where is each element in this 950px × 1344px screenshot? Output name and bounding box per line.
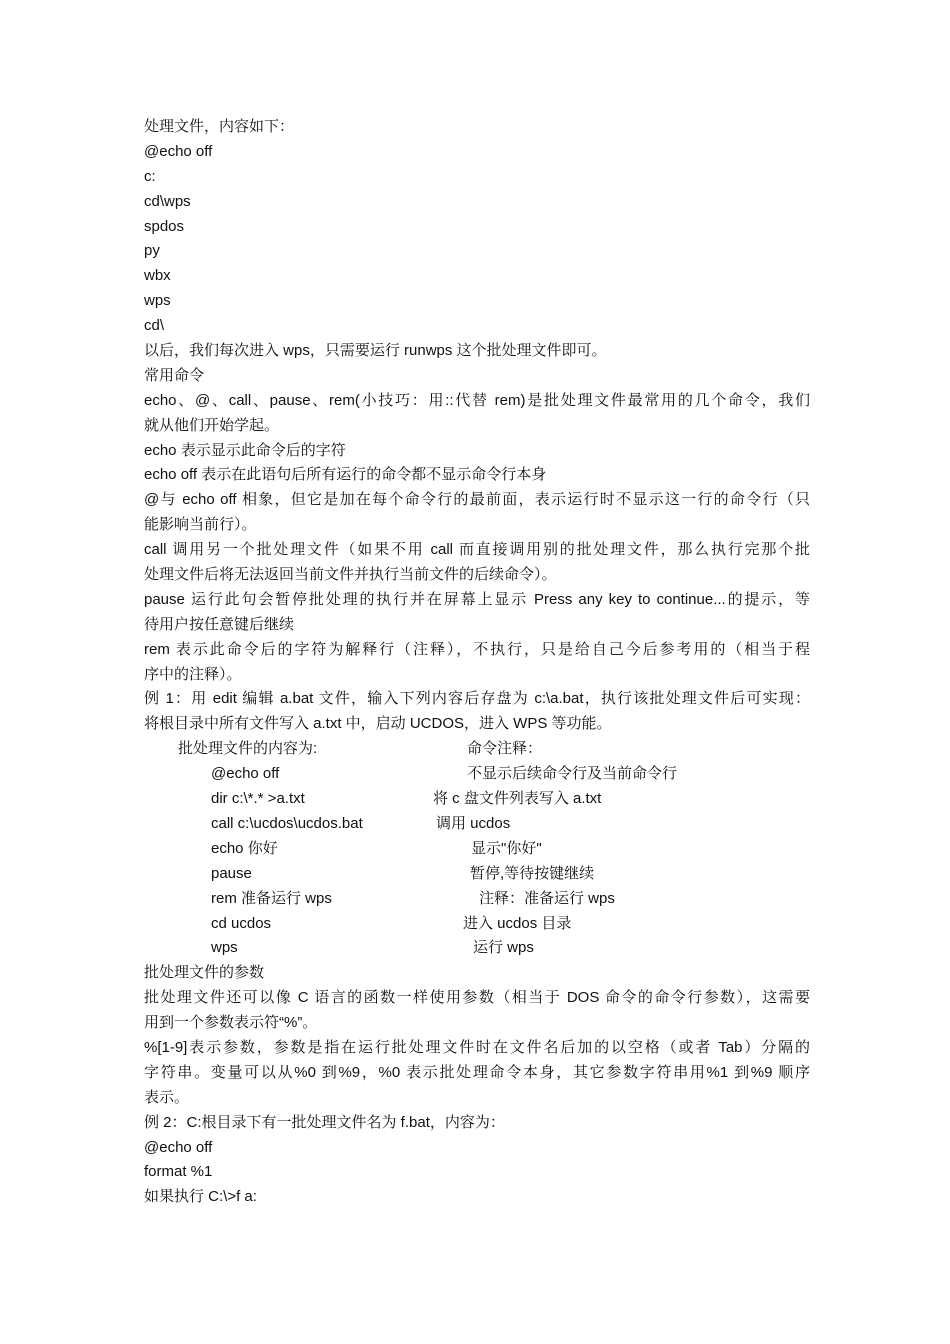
example-row [144,887,810,912]
text-line: 批处理文件还可以像 C 语言的函数一样使用参数（相当于 DOS 命令的命令行参数），这需要 [144,989,810,1007]
text-line: call 调用另一个批处理文件（如果不用 call 而直接调用别的批处理文件，那么执行完那个批 [144,541,810,559]
code-line: py [144,242,160,260]
text-line: 待用户按任意键后继续 [144,615,295,633]
text-line: 表示。 [144,1088,190,1106]
example-row [144,837,810,862]
command-text: wps [211,939,238,957]
code-line: cd\wps [144,192,191,210]
text-line: pause 运行此句会暂停批处理的执行并在屏幕上显示 Press any key to continue...的提示，等 [144,590,810,608]
text-line: 就从他们开始学起。 [144,416,280,434]
command-text: dir c:\*.* >a.txt [211,790,305,808]
section-heading: 常用命令 [144,366,205,384]
text-line: 将根目录中所有文件写入 a.txt 中，启动 UCDOS，进入 WPS 等功能。 [144,715,612,733]
text-line: 序中的注释）。 [144,665,242,683]
text-line: echo、@、call、pause、rem(小技巧：用::代替 rem)是批处理文件最常用的几个命令，我们 [144,391,810,409]
code-line: c: [144,167,156,185]
code-line: format %1 [144,1163,213,1181]
text-line: 处理文件后将无法返回当前文件并执行当前文件的后续命令）。 [144,566,557,584]
text-line: 例 2：C:根目录下有一批处理文件名为 f.bat，内容为： [144,1113,505,1131]
text-line: 字符串。变量可以从%0 到%9，%0 表示批处理命令本身，其它参数字符串用%1 到%9 顺序 [144,1063,810,1081]
command-note: 暂停,等待按键继续 [470,864,595,882]
example-row [144,787,810,812]
text-line: 以后，我们每次进入 wps，只需要运行 runwps 这个批处理文件即可。 [144,342,607,360]
command-note: 注释：准备运行 wps [479,889,615,907]
section-heading: 批处理文件的参数 [144,964,265,982]
command-text: rem 准备运行 wps [211,889,332,907]
code-line: wps [144,292,171,310]
command-note: 调用 ucdos [436,814,511,832]
text-line: 用到一个参数表示符“%”。 [144,1014,318,1032]
command-note: 不显示后续命令行及当前命令行 [467,765,678,783]
header-right: 命令注释： [467,740,543,758]
code-line: cd\ [144,317,165,335]
code-line: @echo off [144,1138,213,1156]
document-body [144,115,810,1210]
example-table [144,737,810,961]
command-note: 进入 ucdos 目录 [463,914,572,932]
example-row [144,812,810,837]
example-row [144,862,810,887]
text-line: rem 表示此命令后的字符为解释行（注释），不执行，只是给自己今后参考用的（相当于程 [144,640,810,658]
text-line: 处理文件，内容如下： [144,118,295,135]
text-line: 如果执行 C:\>f a: [144,1188,257,1206]
example-row [144,936,810,961]
command-note: 将 c 盘文件列表写入 a.txt [433,790,602,808]
text-line: %[1-9]表示参数，参数是指在运行批处理文件时在文件名后加的以空格（或者 Tab）分隔的 [144,1038,810,1056]
example-row [144,912,810,937]
example-table-header [144,737,810,762]
example-row [144,762,810,787]
command-note: 运行 wps [473,939,534,957]
header-left: 批处理文件的内容为: [178,740,318,758]
code-line: @echo off [144,142,213,160]
command-text: @echo off [211,765,280,783]
command-text: pause [211,864,252,882]
command-note: 显示"你好" [471,839,542,857]
code-line: wbx [144,267,171,285]
command-text: echo 你好 [211,839,278,857]
text-line: 例 1：用 edit 编辑 a.bat 文件，输入下列内容后存盘为 c:\a.bat，执行该批处理文件后可实现： [144,690,810,708]
text-line: 能影响当前行）。 [144,516,257,534]
command-text: cd ucdos [211,914,272,932]
text-line: echo 表示显示此命令后的字符 [144,441,346,459]
text-line: @与 echo off 相象，但它是加在每个命令行的最前面，表示运行时不显示这一行的命令行（只 [144,491,810,509]
text-line: echo off 表示在此语句后所有运行的命令都不显示命令行本身 [144,466,547,484]
command-text: call c:\ucdos\ucdos.bat [211,814,363,832]
code-line: spdos [144,217,185,235]
